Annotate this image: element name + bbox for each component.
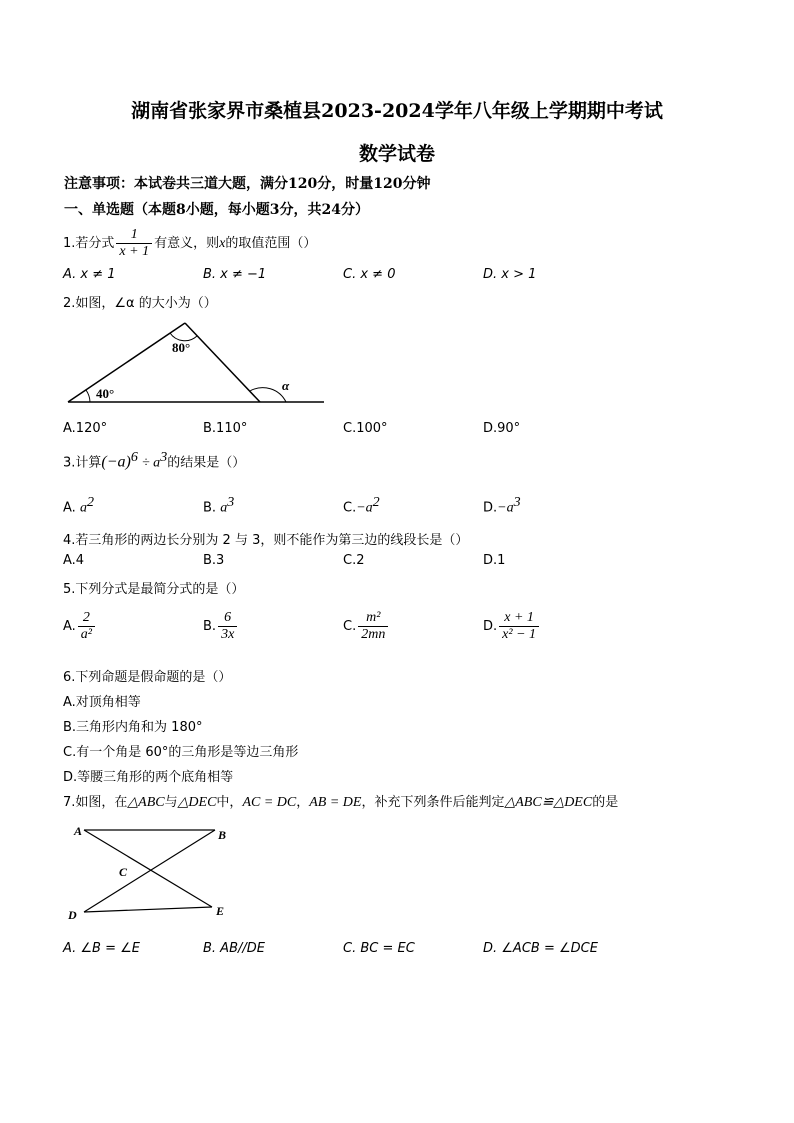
q1-option-c[interactable]: C. x ≠ 0 — [343, 267, 396, 282]
q6-option-a[interactable]: A.对顶角相等 — [63, 695, 141, 710]
angle-40-label: 40° — [96, 386, 115, 401]
q7-option-a[interactable]: A. ∠B = ∠E — [63, 941, 140, 956]
q5-option-d[interactable]: D. $\frac{x + 1}{\text{x² − 1}}$ — [483, 610, 541, 643]
question-6: 6.下列命题是假命题的是（） — [63, 670, 232, 685]
q7-option-c[interactable]: C. BC = EC — [343, 941, 415, 956]
q4-option-c[interactable]: C.2 — [343, 553, 365, 568]
point-e-label: E — [216, 904, 225, 918]
point-b-label: B — [218, 828, 227, 842]
q4-option-a[interactable]: A.4 — [63, 553, 85, 568]
crossed-triangles-figure — [62, 822, 242, 922]
q5-option-c[interactable]: C. $\frac{\text{m²}}{2mn}$ — [343, 610, 390, 643]
q5-option-b[interactable]: B. $\frac{6}{3x}$ — [203, 610, 239, 643]
q7-option-d[interactable]: D. ∠ACB = ∠DCE — [483, 941, 598, 956]
point-d-label: D — [68, 908, 77, 922]
q2-option-b[interactable]: B.110° — [203, 421, 248, 436]
q2-option-d[interactable]: D.90° — [483, 421, 521, 436]
question-2: 2.如图，∠α 的大小为（） — [63, 296, 217, 311]
q2-option-a[interactable]: A.120° — [63, 421, 108, 436]
q1-option-d[interactable]: D. x > 1 — [483, 267, 537, 282]
q6-option-c[interactable]: C.有一个角是 60°的三角形是等边三角形 — [63, 745, 299, 760]
point-a-label: A — [74, 824, 83, 838]
q6-option-b[interactable]: B.三角形内角和为 180° — [63, 720, 203, 735]
q1-option-a[interactable]: A. x ≠ 1 — [63, 267, 116, 282]
q4-option-b[interactable]: B.3 — [203, 553, 225, 568]
question-3: 3.计算$(-a)^6 \div a^3$的结果是（） — [63, 450, 246, 471]
notice: 注意事项：本试卷共三道大题，满分120分，时量120分钟 — [64, 176, 431, 192]
q5-option-a[interactable]: A. $\frac{2}{\text{a²}}$ — [63, 610, 97, 643]
section-heading: 一、单选题（本题8小题，每小题3分，共24分） — [64, 202, 369, 218]
page-subtitle: 数学试卷 — [358, 143, 435, 165]
q4-option-d[interactable]: D.1 — [483, 553, 506, 568]
fraction: $\frac{1}{x + 1}$ — [116, 227, 152, 260]
q3-option-a[interactable]: A. $a^2$ — [63, 495, 94, 516]
q2-option-c[interactable]: C.100° — [343, 421, 388, 436]
question-5: 5.下列分式是最简分式的是（） — [63, 582, 245, 597]
angle-80-label: 80° — [172, 340, 191, 355]
point-c-label: C — [119, 865, 128, 879]
question-4: 4.若三角形的两边长分别为 2 与 3，则不能作为第三边的线段长是（） — [63, 533, 469, 548]
q3-option-b[interactable]: B. $a^3$ — [203, 495, 235, 516]
angle-alpha-label: α — [282, 378, 290, 393]
q3-option-d[interactable]: $D.-a^3$ — [483, 495, 521, 516]
question-7: 7.如图，在△ABC与△DEC中，AC = DC，AB = DE，补充下列条件后能判定△ABC≌△DEC的是 — [63, 795, 619, 810]
question-1: 1.若分式 $\frac{1}{x + 1}$ 有意义，则x的取值范围（） — [63, 227, 317, 259]
q7-option-b[interactable]: B. AB//DE — [203, 941, 265, 956]
q1-option-b[interactable]: B. x ≠ −1 — [203, 267, 267, 282]
q3-option-c[interactable]: $C.-a^2$ — [343, 495, 380, 516]
q6-option-d[interactable]: D.等腰三角形的两个底角相等 — [63, 770, 234, 785]
page-title: 湖南省张家界市桑植县2023-2024学年八年级上学期期中考试 — [131, 100, 663, 122]
triangle-figure — [60, 318, 330, 412]
